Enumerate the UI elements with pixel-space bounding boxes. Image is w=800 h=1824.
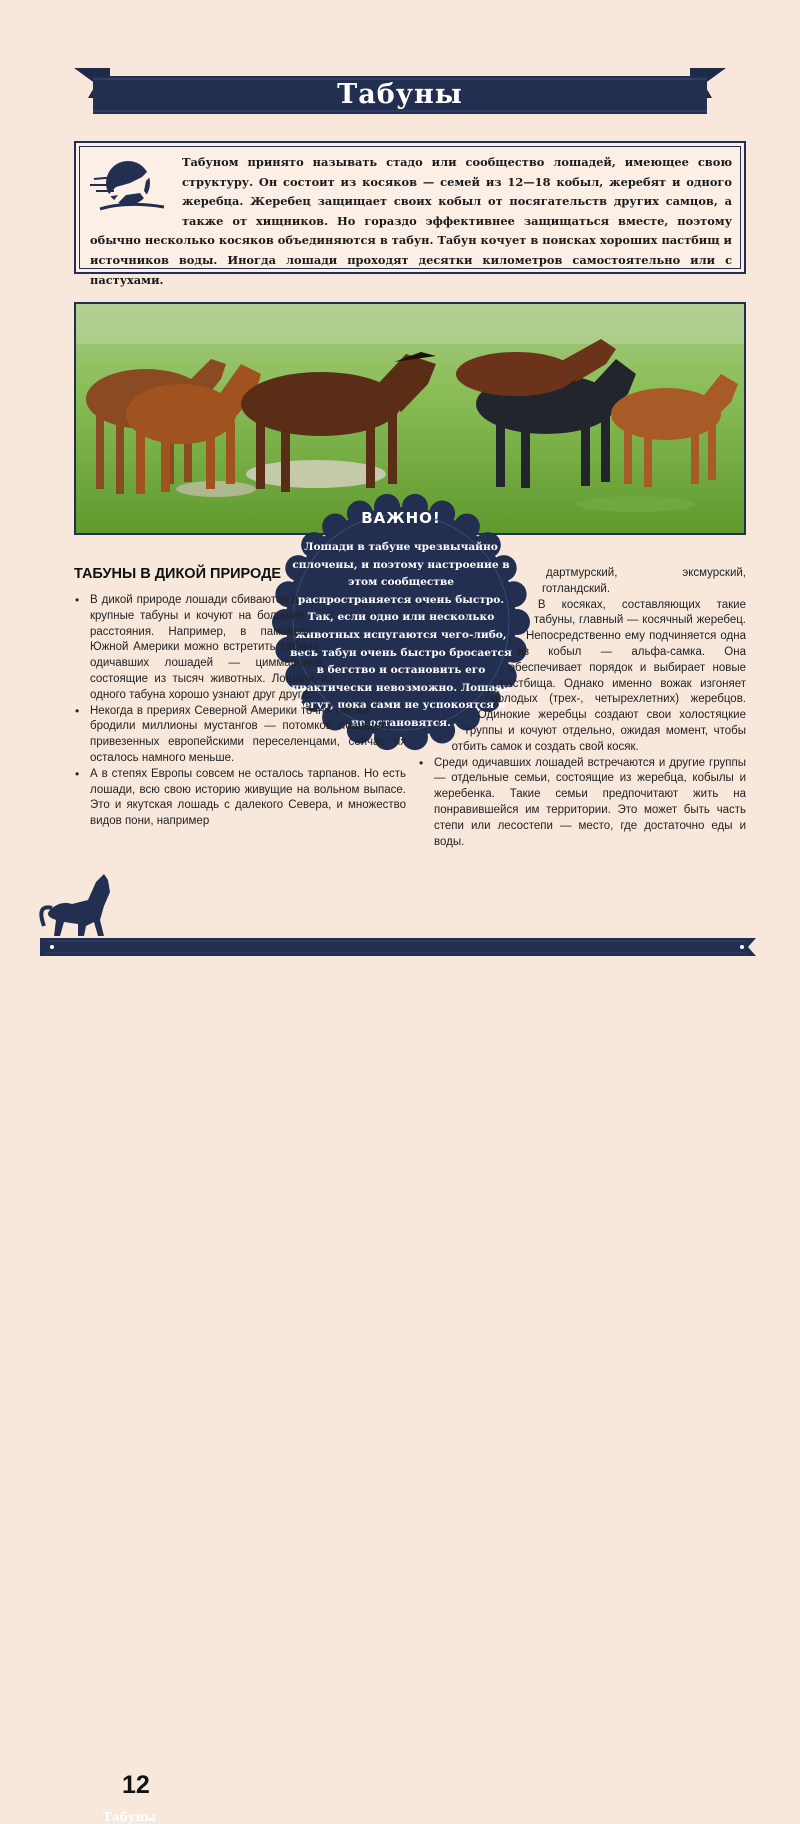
list-item: • В косяках, составляющих такие табуны, главный — косячный жеребец. Непосредственно ему подчиняется одна из кобыл — альфа-самка. Она обеспечивает порядок и выбирает новые пастбища. Однако именно вожак изгоняет молодых (трех-, четырехлетних) жеребцов. Одинокие жеребцы создают свои холостяцкие группы и кочуют отдельно, ожидая момент, чтобы отбить самок и создать свой косяк. (418, 598, 746, 756)
list-item: • Среди одичавших лошадей встречаются и другие группы — отдельные семьи, состоящие из жеребца, кобылы и жеребенка. Такие семьи предпочитают жить на понравившейся им территории. Это может быть часть степи или лесостепи — место, где достаточно еды и воды. (418, 756, 746, 851)
footer-shape (0, 870, 800, 1000)
list-item: • В дикой природе лошади сбиваются в крупные табуны и кочуют на большие расстояния. Например, в пампасах Южной Америки можно встретить табуны одичавших лошадей — циммаронов, состоящие из тысяч животных. Лошади из одного табуна хорошо узнают друг друга. (74, 593, 406, 704)
title-ribbon (0, 0, 800, 130)
list-item: • А в степях Европы совсем не осталось тарпанов. Но есть лошади, всю свою историю живущие на вольном выпасе. Это и якутская лошадь с далекого Севера, и множество видов пони, например (74, 767, 406, 830)
standing-horse-icon (41, 874, 110, 936)
section-heading: ТАБУНЫ В ДИКОЙ ПРИРОДЕ (74, 566, 282, 582)
left-column (74, 566, 406, 830)
left-bullet-list (74, 593, 406, 830)
footer-label: Табуны (103, 1810, 157, 1824)
intro-text-block (90, 153, 732, 290)
important-title: ВАЖНО! (361, 509, 441, 527)
page-footer (0, 870, 800, 1824)
right-bullet-list (418, 598, 746, 851)
important-text: Лошади в табуне чрезвычайно сплочены, и поэтому настроение в этом сообществе распространяется очень быстро. Так, если одно или несколько животных испугаются чего-либо, весь табун очень быстро бросается в бегство и остановить его практически невозможно. Лошади бегут, пока сами не успокоятся и не остановятся. (290, 541, 512, 729)
list-item: • Некогда в прериях Северной Америки точно так же бродили миллионы мустангов — потомков лошадей, привезенных европейскими переселенцами, сейчас их осталось намного меньше. (74, 704, 406, 767)
horse-rider-moon-icon (86, 157, 168, 217)
right-continuation: дартмурский, эксмурский, готландский. (541, 567, 746, 595)
intro-box (74, 141, 746, 287)
page-title: Табуны (337, 79, 463, 110)
intro-text: Табуном принято называть стадо или сообщество лошадей, имеющее свою структуру. Он состоит из косяков — семей из 12—18 кобыл, жеребят и одного жеребца. Жеребец защищает своих кобыл от посягательств других самцов, а также от хищников. Но гораздо эффективнее защищаться вместе, поэтому обычно несколько косяков объединяются в табун. Табун кочует в поисках хороших пастбищ и источников воды. Иногда лошади проходят десятки километров самостоятельно или с пастухами. (90, 155, 732, 287)
right-column (418, 566, 746, 850)
page-number: 12 (122, 1771, 150, 1799)
